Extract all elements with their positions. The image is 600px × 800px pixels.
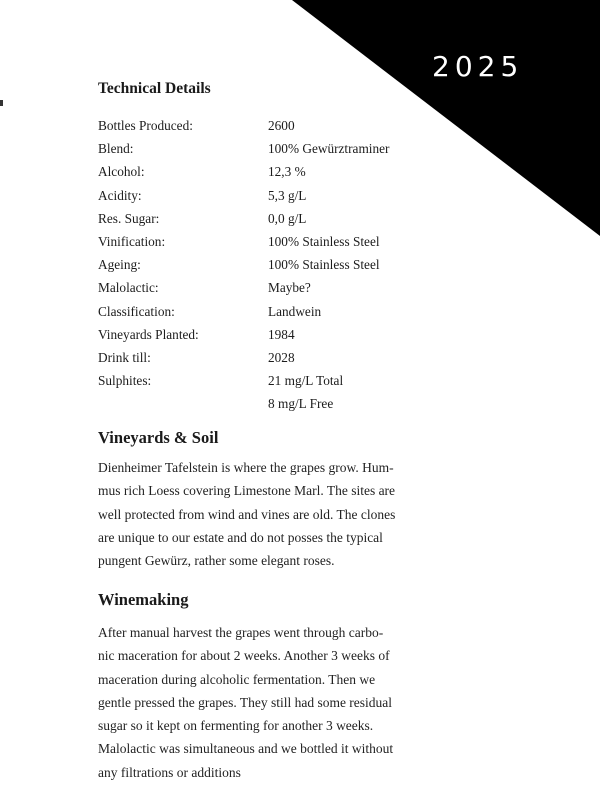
detail-label: Classification: — [98, 303, 175, 319]
detail-value: 1984 — [268, 326, 295, 342]
detail-label: Vineyards Planted: — [98, 326, 199, 342]
text-line: After manual harvest the grapes went through carbo- — [98, 625, 384, 640]
detail-label: Alcohol: — [98, 164, 145, 180]
text-line: mus rich Loess covering Limestone Marl. The sites are — [98, 483, 396, 499]
text-line: any filtrations or additions — [98, 764, 241, 780]
text-line: Malolactic was simultaneous and we bottled it without — [98, 741, 394, 757]
detail-row-vinification — [98, 230, 458, 253]
detail-label: Acidity: — [98, 187, 142, 203]
detail-value: Maybe? — [268, 280, 311, 296]
text-line: well protected from wind and vines are old. The clones — [98, 506, 396, 522]
detail-row-blend — [98, 137, 458, 160]
detail-label: Bottles Produced: — [98, 118, 193, 133]
detail-value: 5,3 g/L — [268, 187, 307, 203]
winemaking-paragraph — [98, 621, 470, 784]
detail-row-alcohol — [98, 160, 458, 183]
detail-value: 100% Gewürztraminer — [268, 141, 390, 157]
detail-value: 2028 — [268, 349, 295, 365]
detail-label: Drink till: — [98, 349, 151, 365]
text-line: Dienheimer Tafelstein is where the grapes grow. Hum- — [98, 460, 394, 475]
winemaking-title: Winemaking — [98, 590, 189, 609]
detail-label: Ageing: — [98, 257, 141, 273]
vintage-year: 2025 — [432, 50, 524, 83]
vineyards-soil-title: Vineyards & Soil — [98, 428, 219, 447]
detail-value: Landwein — [268, 303, 322, 319]
technical-details-title: Technical Details — [98, 80, 211, 97]
detail-label: Blend: — [98, 141, 134, 157]
vineyards-soil-paragraph — [98, 456, 470, 572]
text-line: pungent Gewürz, rather some elegant roses. — [98, 553, 335, 569]
text-line: sugar so it kept on fermenting for another 3 weeks. — [98, 718, 374, 734]
detail-row-vineyards-planted — [98, 323, 458, 346]
detail-row-res-sugar — [98, 207, 458, 230]
text-line: gentle pressed the grapes. They still had some residual — [98, 694, 393, 710]
detail-row-drink-till — [98, 346, 458, 369]
detail-row-malolactic — [98, 276, 458, 299]
detail-row-classification — [98, 300, 458, 323]
edge-mark — [0, 100, 3, 106]
detail-value: 100% Stainless Steel — [268, 233, 380, 249]
detail-row-bottles — [98, 114, 458, 137]
detail-value: 100% Stainless Steel — [268, 257, 380, 273]
text-line: maceration during alcoholic fermentation. Then we — [98, 671, 376, 687]
detail-label: Res. Sugar: — [98, 210, 160, 226]
detail-label: Vinification: — [98, 233, 166, 249]
detail-row-sulphites — [98, 369, 458, 415]
detail-row-ageing — [98, 253, 458, 276]
text-line: are unique to our estate and do not posses the typical — [98, 529, 383, 545]
detail-label: Sulphites: — [98, 373, 152, 389]
detail-value: 2600 — [268, 118, 295, 133]
detail-label: Malolactic: — [98, 280, 159, 296]
detail-row-acidity — [98, 184, 458, 207]
technical-details-list — [98, 114, 458, 415]
detail-value: 12,3 % — [268, 164, 306, 180]
text-line: nic maceration for about 2 weeks. Another 3 weeks of — [98, 648, 390, 664]
detail-value: 21 mg/L Total 8 mg/L Free — [268, 373, 344, 412]
detail-value: 0,0 g/L — [268, 210, 307, 226]
